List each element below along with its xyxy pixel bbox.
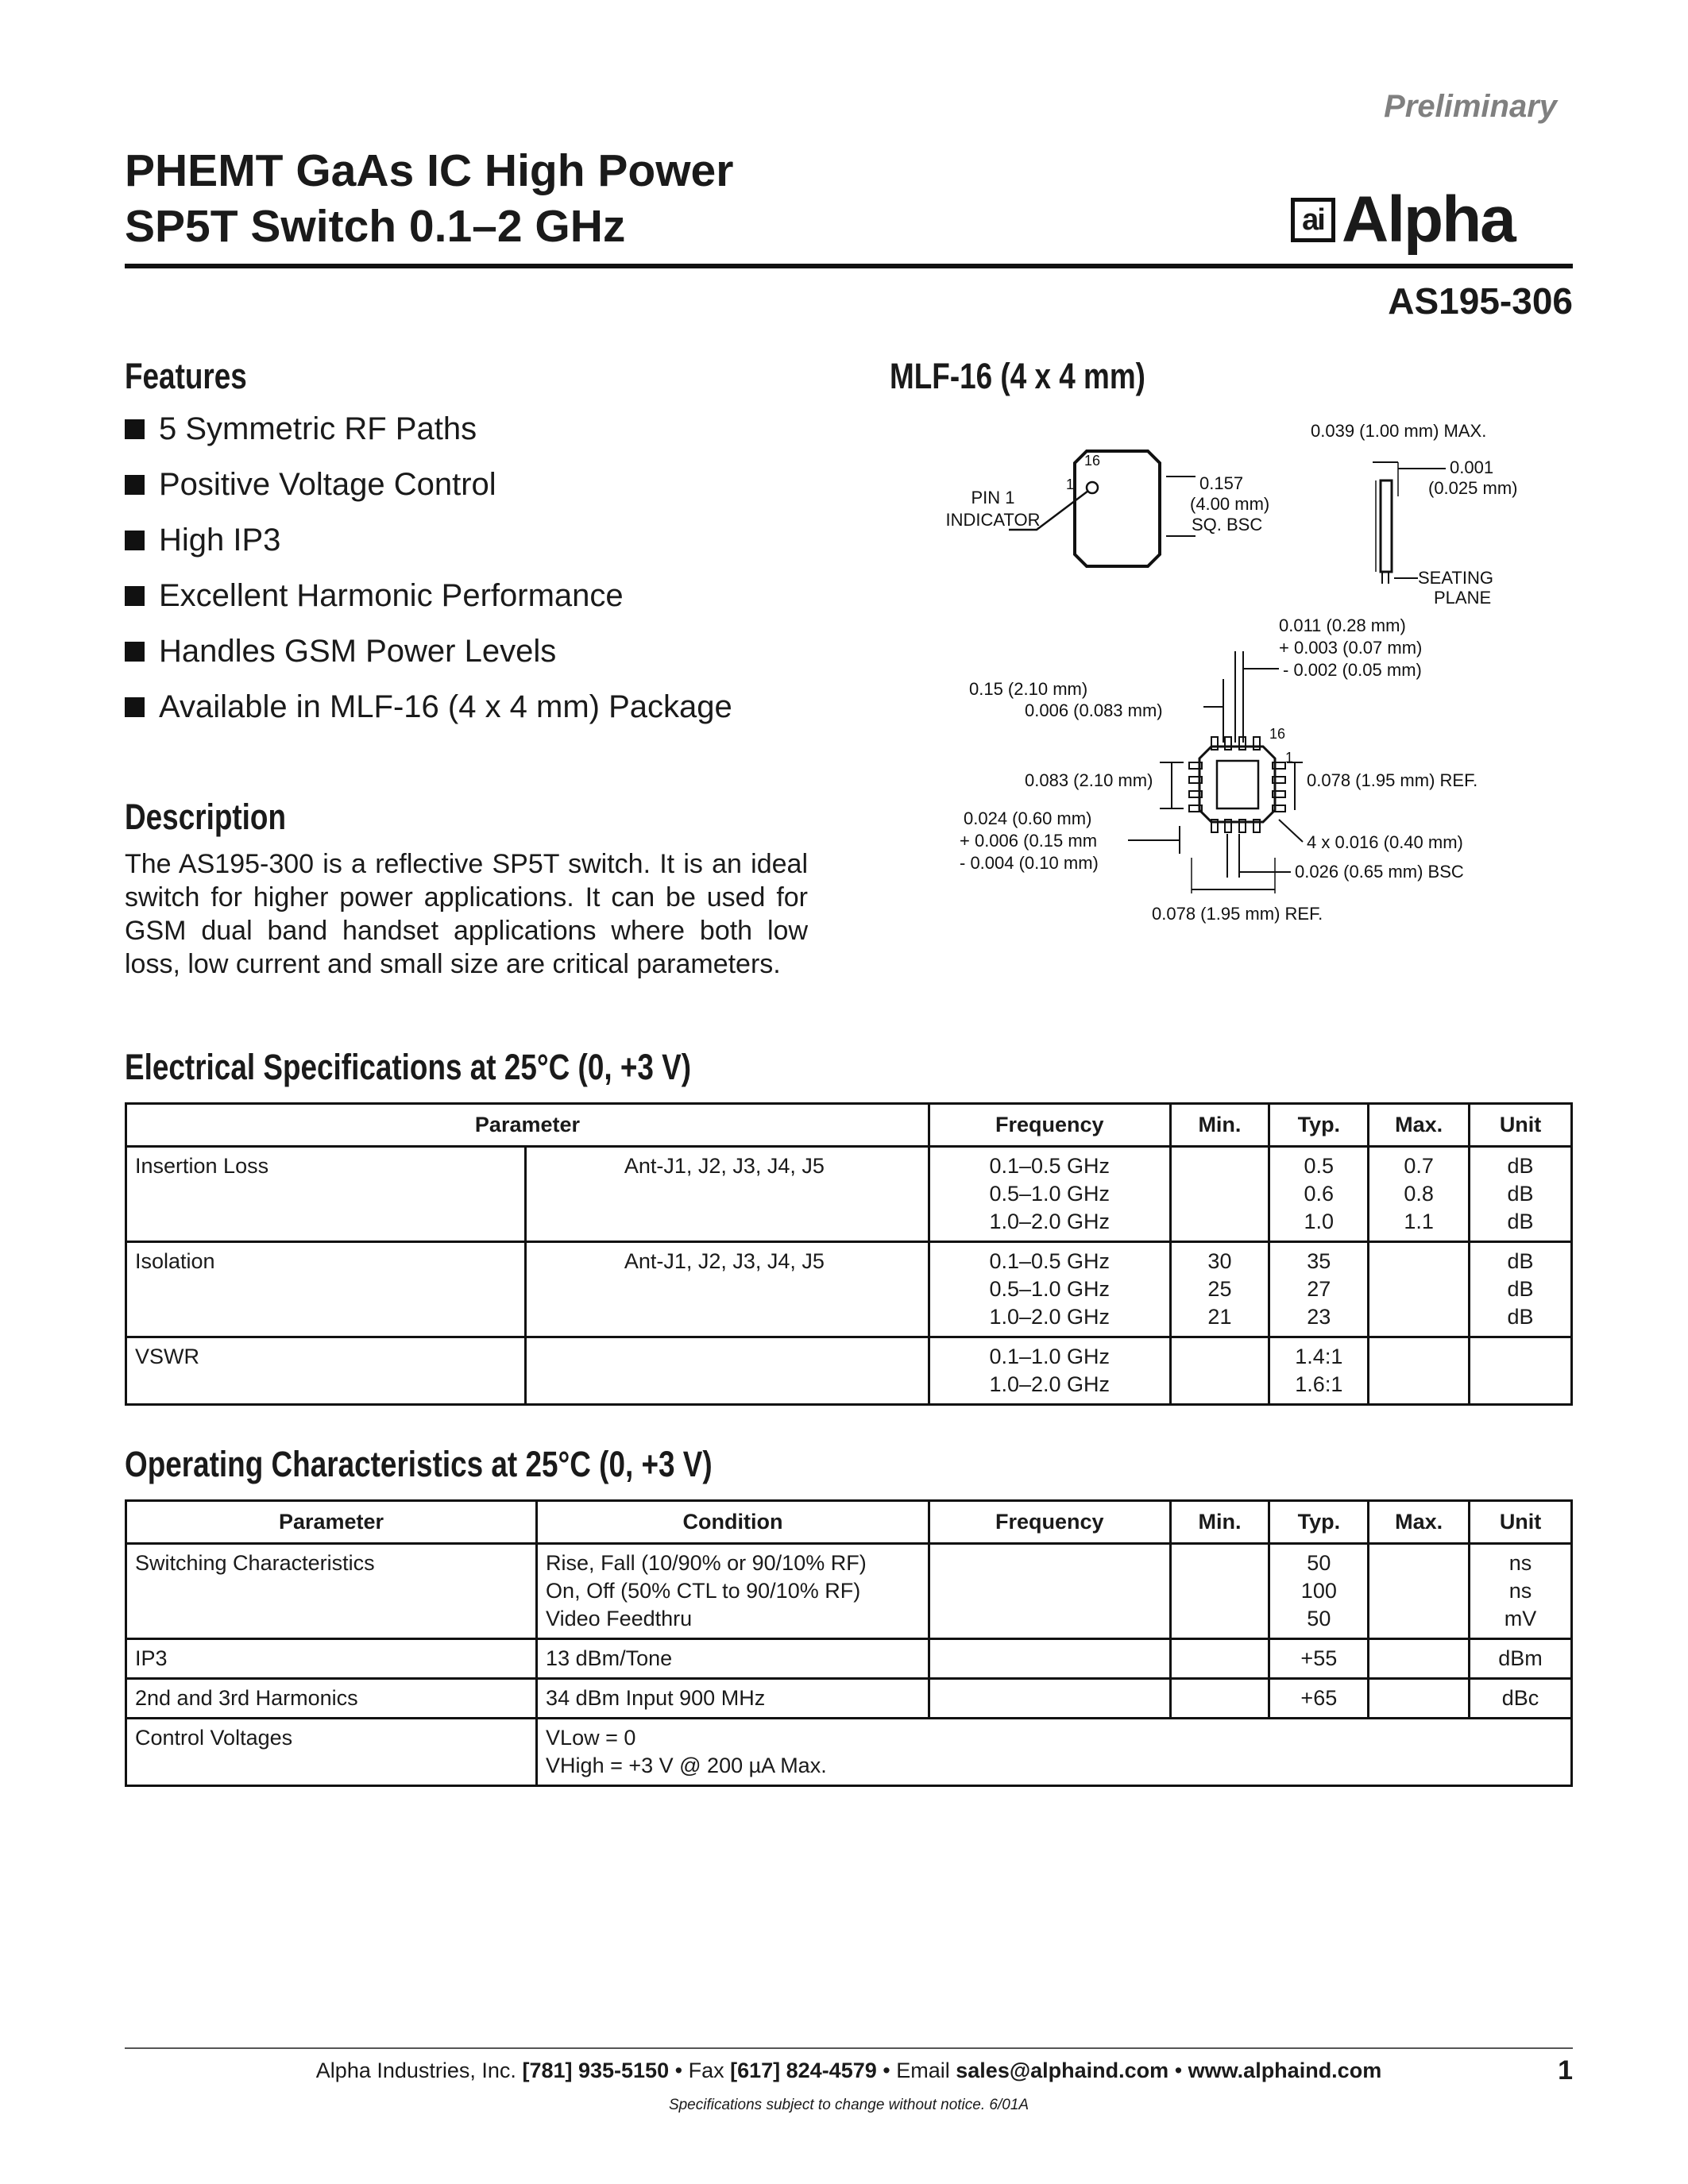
col-header-max: Max. <box>1369 1501 1470 1544</box>
features-section <box>125 356 274 397</box>
frequency-cell: 0.1–0.5 GHz 0.5–1.0 GHz 1.0–2.0 GHz <box>929 1147 1170 1242</box>
bullet-icon <box>125 586 145 606</box>
max-cell <box>1369 1242 1470 1337</box>
bullet-icon <box>125 419 145 439</box>
bullet-icon <box>125 697 145 717</box>
lead-width-label: 0.011 (0.28 mm) <box>1279 615 1406 635</box>
col-header-parameter: Parameter <box>126 1104 929 1147</box>
description-section <box>125 797 322 838</box>
feature-item: Available in MLF-16 (4 x 4 mm) Package <box>125 679 732 735</box>
electrical-table <box>125 1102 1573 1406</box>
features-heading: Features <box>125 356 247 396</box>
max-cell <box>1369 1639 1470 1679</box>
company-name: Alpha Industries, Inc. <box>315 2059 516 2082</box>
fineprint: Specifications subject to change without notice. 6/01A <box>668 2097 1029 2113</box>
table-row <box>126 1242 1572 1337</box>
table-header-row <box>126 1104 1572 1147</box>
pin1-label: 1 <box>1066 477 1075 492</box>
unit-cell: ns ns mV <box>1470 1544 1572 1639</box>
typ-cell: 35 27 23 <box>1269 1242 1369 1337</box>
ref-bottom-label: 0.078 (1.95 mm) REF. <box>1152 904 1323 924</box>
min-cell <box>1170 1147 1269 1242</box>
size-dim-label: 0.157 <box>1199 473 1244 493</box>
bottom-pin1-label: 1 <box>1285 750 1294 766</box>
pad-width-label: 0.15 (2.10 mm) <box>969 679 1088 699</box>
operating-table <box>125 1499 1573 1787</box>
typ-cell: 1.4:1 1.6:1 <box>1269 1337 1369 1405</box>
vlow-text: VLow = 0 <box>546 1726 636 1750</box>
pad-height-label: 0.083 (2.10 mm) <box>1025 770 1153 790</box>
status-label: Preliminary <box>1384 89 1557 124</box>
min-cell: 30 25 21 <box>1170 1242 1269 1337</box>
size-dim-mm-label: (4.00 mm) <box>1190 494 1270 514</box>
exposed-pad <box>1217 761 1258 808</box>
package-side-view <box>1381 480 1392 572</box>
max-cell <box>1369 1679 1470 1719</box>
part-number: AS195-306 <box>1388 280 1573 322</box>
lead-width-plus-label: + 0.003 (0.07 mm) <box>1279 638 1423 658</box>
website-link[interactable]: www.alphaind.com <box>1188 2059 1382 2082</box>
max-cell <box>1369 1544 1470 1639</box>
bullet-icon <box>125 642 145 662</box>
operating-section <box>125 1444 841 1485</box>
col-header-typ: Typ. <box>1269 1501 1369 1544</box>
bottom-pin16-label: 16 <box>1269 726 1286 742</box>
standoff-dim-mm-label: (0.025 mm) <box>1428 478 1518 498</box>
footer-divider <box>125 2047 1573 2049</box>
ref-right-label: 0.078 (1.95 mm) REF. <box>1307 770 1478 790</box>
pin1-indicator-label-2: INDICATOR <box>945 510 1041 530</box>
unit-cell: dB dB dB <box>1470 1242 1572 1337</box>
fax-label: Fax <box>688 2059 724 2082</box>
document-title <box>125 143 733 254</box>
table-row <box>126 1639 1572 1679</box>
electrical-section <box>125 1047 816 1088</box>
control-voltage-cell <box>537 1719 1572 1786</box>
table-row <box>126 1544 1572 1639</box>
frequency-cell: 0.1–1.0 GHz 1.0–2.0 GHz <box>929 1337 1170 1405</box>
seating-plane-label: SEATING <box>1418 568 1493 588</box>
feature-item: Positive Voltage Control <box>125 457 732 512</box>
param-cell: Isolation <box>126 1242 526 1337</box>
max-cell <box>1369 1337 1470 1405</box>
col-header-parameter: Parameter <box>126 1501 537 1544</box>
feature-item: 5 Symmetric RF Paths <box>125 401 732 457</box>
title-line-2: SP5T Switch 0.1–2 GHz <box>125 201 626 252</box>
unit-cell: dB dB dB <box>1470 1147 1572 1242</box>
col-header-frequency: Frequency <box>929 1104 1170 1147</box>
condition-cell: Ant-J1, J2, J3, J4, J5 <box>525 1242 929 1337</box>
col-header-min: Min. <box>1170 1104 1269 1147</box>
bottom-leads <box>1189 737 1285 832</box>
feature-item: High IP3 <box>125 512 732 568</box>
seating-plane-label-2: PLANE <box>1434 588 1492 608</box>
param-cell: VSWR <box>126 1337 526 1405</box>
pin16-label: 16 <box>1084 453 1101 469</box>
condition-cell: Rise, Fall (10/90% or 90/10% RF) On, Off (50% CTL to 90/10% RF) Video Feedthru <box>537 1544 929 1639</box>
col-header-condition: Condition <box>537 1501 929 1544</box>
typ-cell: +55 <box>1269 1639 1369 1679</box>
col-header-max: Max. <box>1369 1104 1470 1147</box>
logo-mark-icon: ai <box>1291 198 1335 242</box>
vhigh-text: VHigh = +3 V @ 200 µA Max. <box>546 1754 827 1777</box>
feature-item: Handles GSM Power Levels <box>125 623 732 679</box>
email-label: Email <box>896 2059 950 2082</box>
condition-cell <box>525 1337 929 1405</box>
bullet-icon <box>125 475 145 495</box>
col-header-unit: Unit <box>1470 1104 1572 1147</box>
pad-width-tol-label: 0.006 (0.083 mm) <box>1025 700 1163 720</box>
condition-cell: Ant-J1, J2, J3, J4, J5 <box>525 1147 929 1242</box>
unit-cell: dBm <box>1470 1639 1572 1679</box>
table-row <box>126 1679 1572 1719</box>
bullet-icon: • <box>674 2059 683 2082</box>
height-dim-label: 0.039 (1.00 mm) MAX. <box>1311 421 1487 441</box>
table-row <box>126 1719 1572 1786</box>
param-cell: Insertion Loss <box>126 1147 526 1242</box>
frequency-cell <box>929 1679 1171 1719</box>
lead-length-plus-label: + 0.006 (0.15 mm <box>960 831 1098 851</box>
operating-heading: Operating Characteristics at 25°C (0, +3 V) <box>125 1444 713 1484</box>
param-cell: 2nd and 3rd Harmonics <box>126 1679 537 1719</box>
size-dim-bsc-label: SQ. BSC <box>1192 515 1263 534</box>
title-line-1: PHEMT GaAs IC High Power <box>125 145 734 196</box>
frequency-cell <box>929 1544 1171 1639</box>
logo-text: Alpha <box>1342 183 1515 256</box>
min-cell <box>1170 1544 1269 1639</box>
pin1-indicator-label: PIN 1 <box>971 488 1015 507</box>
features-list <box>125 401 732 735</box>
param-cell: IP3 <box>126 1639 537 1679</box>
header-divider <box>125 264 1573 268</box>
param-cell: Switching Characteristics <box>126 1544 537 1639</box>
footer-contact <box>125 2059 1573 2083</box>
min-cell <box>1170 1639 1269 1679</box>
lead-width-minus-label: - 0.002 (0.05 mm) <box>1283 660 1422 680</box>
package-drawing <box>890 413 1573 929</box>
bullet-icon <box>125 531 145 550</box>
package-bottom-view <box>1199 747 1275 822</box>
typ-cell: 50 100 50 <box>1269 1544 1369 1639</box>
condition-cell: 13 dBm/Tone <box>537 1639 929 1679</box>
param-cell: Control Voltages <box>126 1719 537 1786</box>
condition-cell: 34 dBm Input 900 MHz <box>537 1679 929 1719</box>
package-heading: MLF-16 (4 x 4 mm) <box>890 356 1145 396</box>
frequency-cell: 0.1–0.5 GHz 0.5–1.0 GHz 1.0–2.0 GHz <box>929 1242 1170 1337</box>
min-cell <box>1170 1337 1269 1405</box>
company-logo <box>1291 184 1515 256</box>
chamfer-label: 4 x 0.016 (0.40 mm) <box>1307 832 1463 852</box>
frequency-cell <box>929 1639 1171 1679</box>
feature-item: Excellent Harmonic Performance <box>125 568 732 623</box>
page-number: 1 <box>1558 2055 1573 2086</box>
bullet-icon: • <box>1174 2059 1183 2082</box>
lead-length-label: 0.024 (0.60 mm) <box>964 808 1092 828</box>
email-link[interactable]: sales@alphaind.com <box>956 2059 1169 2082</box>
description-text: The AS195-300 is a reflective SP5T switch. It is an ideal switch for higher power applications. It can be used for GSM dual band handset applications where both low loss, low current and small size are critical parameters. <box>125 849 808 979</box>
pitch-label: 0.026 (0.65 mm) BSC <box>1295 862 1464 882</box>
electrical-heading: Electrical Specifications at 25°C (0, +3 V) <box>125 1047 692 1087</box>
standoff-dim-label: 0.001 <box>1450 457 1494 477</box>
table-row <box>126 1337 1572 1405</box>
col-header-typ: Typ. <box>1269 1104 1369 1147</box>
col-header-frequency: Frequency <box>929 1501 1171 1544</box>
col-header-unit: Unit <box>1470 1501 1572 1544</box>
typ-cell: +65 <box>1269 1679 1369 1719</box>
unit-cell: dBc <box>1470 1679 1572 1719</box>
col-header-min: Min. <box>1170 1501 1269 1544</box>
description-heading: Description <box>125 797 286 837</box>
min-cell <box>1170 1679 1269 1719</box>
lead-length-minus-label: - 0.004 (0.10 mm) <box>960 853 1099 873</box>
fax-number: [617] 824-4579 <box>730 2059 877 2082</box>
typ-cell: 0.5 0.6 1.0 <box>1269 1147 1369 1242</box>
max-cell: 0.7 0.8 1.1 <box>1369 1147 1470 1242</box>
phone-number: [781] 935-5150 <box>522 2059 670 2082</box>
package-section <box>890 356 1202 397</box>
bullet-icon: • <box>883 2059 890 2082</box>
unit-cell <box>1470 1337 1572 1405</box>
table-row <box>126 1147 1572 1242</box>
table-header-row <box>126 1501 1572 1544</box>
